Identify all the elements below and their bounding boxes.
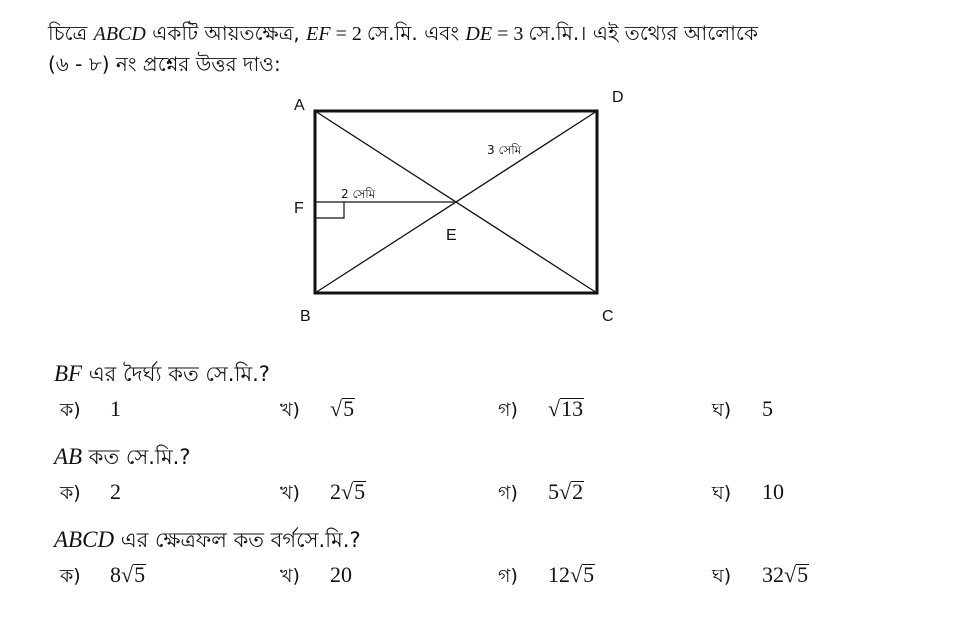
problem-statement [48, 18, 928, 79]
option-label: খ) [280, 482, 300, 504]
option-gha[interactable] [712, 479, 784, 511]
question-math: BF [54, 361, 83, 386]
option-label: ঘ) [712, 565, 732, 587]
option-value: 20 [330, 562, 352, 587]
option-radicand: 5 [343, 396, 355, 421]
option-ga[interactable] [498, 562, 595, 594]
vertex-a-label: A [294, 97, 305, 114]
option-coefficient: 32 [762, 562, 784, 587]
option-ga[interactable] [498, 396, 584, 428]
question-text: কত সে.মি.? [82, 445, 191, 469]
option-radicand: 5 [797, 562, 809, 587]
option-label: গ) [498, 482, 518, 504]
option-label: ক) [60, 565, 81, 587]
segment-de: DE [465, 23, 493, 45]
question-text: এর দৈর্ঘ্য কত সে.মি.? [82, 362, 270, 386]
option-kha[interactable] [280, 562, 352, 594]
option-radicand: 5 [134, 562, 146, 587]
option-label: খ) [280, 399, 300, 421]
segment-ef: EF [306, 23, 331, 45]
rectangle-name: ABCD [93, 23, 146, 45]
option-value: 1 [110, 396, 121, 421]
option-value: 2 [110, 479, 121, 504]
question-7 [54, 441, 190, 476]
question-8 [54, 524, 361, 559]
option-label: খ) [280, 565, 300, 587]
square-root-symbol: √5 [330, 396, 355, 421]
ef-value: = 2 [330, 23, 367, 45]
de-value: = 3 [492, 23, 529, 45]
statement-line-2: (৬ - ৮) নং প্রশ্নের উত্তর দাও: [48, 52, 281, 76]
statement-text: সে.মি. এবং [366, 21, 466, 45]
option-value: 5 [762, 396, 773, 421]
point-f-label: F [294, 200, 304, 217]
option-ka[interactable] [60, 396, 121, 428]
right-angle-mark [315, 202, 344, 218]
option-coefficient: 5 [548, 479, 559, 504]
de-length-note: 3 সেমি [487, 143, 522, 157]
option-radicand: 5 [583, 562, 595, 587]
ef-length-note: 2 সেমি [341, 187, 376, 201]
option-coefficient: 12 [548, 562, 570, 587]
option-label: ক) [60, 399, 81, 421]
square-root-symbol: √5 [341, 479, 366, 504]
point-e-label: E [446, 227, 457, 244]
option-label: ঘ) [712, 482, 732, 504]
statement-text: একটি আয়তক্ষেত্র, [145, 21, 307, 45]
option-kha[interactable] [280, 479, 366, 511]
square-root-symbol: √13 [548, 396, 584, 421]
option-radicand: 13 [561, 396, 584, 421]
statement-text: চিত্রে [48, 21, 94, 45]
question-text: এর ক্ষেত্রফল কত বর্গসে.মি.? [114, 528, 361, 552]
rectangle-figure [280, 84, 640, 334]
question-6 [54, 358, 270, 393]
vertex-b-label: B [300, 308, 311, 325]
statement-line-1 [48, 18, 928, 49]
option-gha[interactable] [712, 396, 773, 428]
statement-text: সে.মি.। এই তথ্যের আলোকে [528, 21, 758, 45]
question-math: ABCD [54, 527, 115, 552]
option-label: ক) [60, 482, 81, 504]
option-kha[interactable] [280, 396, 355, 428]
vertex-d-label: D [612, 89, 624, 106]
option-coefficient: 8 [110, 562, 121, 587]
square-root-symbol: √2 [559, 479, 584, 504]
option-ka[interactable] [60, 562, 146, 594]
question-math: AB [54, 444, 83, 469]
vertex-c-label: C [602, 308, 614, 325]
square-root-symbol: √5 [784, 562, 809, 587]
option-value: 10 [762, 479, 784, 504]
option-radicand: 5 [354, 479, 366, 504]
option-label: গ) [498, 399, 518, 421]
square-root-symbol: √5 [121, 562, 146, 587]
option-ka[interactable] [60, 479, 121, 511]
option-label: গ) [498, 565, 518, 587]
option-radicand: 2 [572, 479, 584, 504]
option-gha[interactable] [712, 562, 809, 594]
square-root-symbol: √5 [570, 562, 595, 587]
option-label: ঘ) [712, 399, 732, 421]
option-ga[interactable] [498, 479, 584, 511]
option-coefficient: 2 [330, 479, 341, 504]
